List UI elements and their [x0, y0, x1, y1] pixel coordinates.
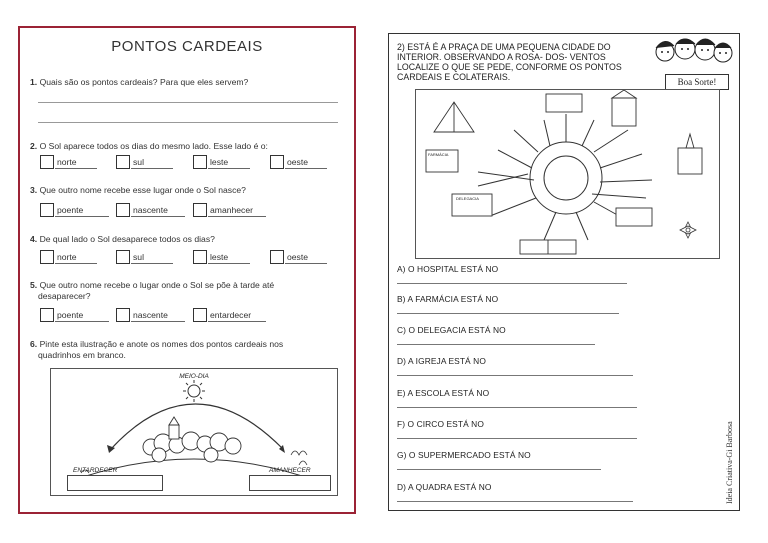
question-b: B) A FARMÁCIA ESTÁ NO: [397, 294, 499, 304]
checkbox[interactable]: [40, 250, 54, 264]
answer-line[interactable]: [397, 283, 627, 284]
sun-icon: [183, 380, 205, 402]
question-3: 3. Que outro nome recebe esse lugar onde o Sol nasce?: [30, 185, 246, 195]
option-nascente[interactable]: nascente: [116, 203, 185, 217]
option-sul[interactable]: sul: [116, 250, 173, 264]
checkbox[interactable]: [270, 155, 284, 169]
sun-path-illustration: [50, 368, 338, 496]
question-5: 5. Que outro nome recebe o lugar onde o Sol se põe à tarde até desaparecer?: [30, 280, 275, 301]
option-poente[interactable]: poente: [40, 203, 109, 217]
checkbox[interactable]: [193, 308, 207, 322]
label-entardecer: ENTARDECER: [73, 467, 118, 474]
question-f: F) O CIRCO ESTÁ NO: [397, 419, 484, 429]
question-text: Quais são os pontos cardeais? Para que eles servem?: [39, 77, 249, 87]
answer-box-east[interactable]: [249, 475, 331, 491]
checkbox[interactable]: [116, 155, 130, 169]
label-farmacia: FARMÁCIA: [428, 152, 449, 157]
compass-rose-icon: [680, 222, 696, 238]
question-e: E) A ESCOLA ESTÁ NO: [397, 388, 490, 398]
answer-line[interactable]: [38, 102, 338, 103]
kids-cartoon-icon: [651, 36, 737, 78]
option-sul[interactable]: sul: [116, 155, 173, 169]
option-leste[interactable]: leste: [193, 155, 250, 169]
answer-line[interactable]: [397, 407, 637, 408]
checkbox[interactable]: [193, 250, 207, 264]
answer-line[interactable]: [397, 313, 619, 314]
option-norte[interactable]: norte: [40, 155, 97, 169]
option-poente[interactable]: poente: [40, 308, 109, 322]
question-number: 1.: [30, 77, 38, 87]
checkbox[interactable]: [116, 203, 130, 217]
town-square-map: [415, 89, 720, 259]
answer-box-west[interactable]: [67, 475, 163, 491]
checkbox[interactable]: [40, 203, 54, 217]
school-icon: [612, 98, 636, 126]
question-4: 4. De qual lado o Sol desaparece todos os dias?: [30, 234, 215, 244]
church-icon: [678, 148, 702, 174]
checkbox[interactable]: [116, 308, 130, 322]
question-c: C) O DELEGACIA ESTÁ NO: [397, 325, 506, 335]
answer-line[interactable]: [397, 375, 633, 376]
option-entardecer[interactable]: entardecer: [193, 308, 266, 322]
question-g: G) O SUPERMERCADO ESTÁ NO: [397, 450, 531, 460]
question-2: 2. O Sol aparece todos os dias do mesmo lado. Esse lado é o:: [30, 141, 268, 151]
label-amanhecer: AMANHECER: [269, 467, 311, 474]
checkbox[interactable]: [40, 155, 54, 169]
option-norte[interactable]: norte: [40, 250, 97, 264]
right-worksheet: [388, 33, 740, 511]
option-oeste[interactable]: oeste: [270, 155, 327, 169]
question-d: D) A IGREJA ESTÁ NO: [397, 356, 486, 366]
author-credit: Ideia Criativa-Gi Barbosa: [725, 421, 734, 504]
checkbox[interactable]: [193, 203, 207, 217]
checkbox[interactable]: [40, 308, 54, 322]
checkbox[interactable]: [116, 250, 130, 264]
option-leste[interactable]: leste: [193, 250, 250, 264]
question-a: A) O HOSPITAL ESTÁ NO: [397, 264, 499, 274]
label-meio-dia: MEIO-DIA: [179, 373, 209, 380]
worksheet-title: PONTOS CARDEAIS: [111, 38, 263, 55]
town-square-drawing: [416, 90, 719, 258]
answer-line[interactable]: [38, 122, 338, 123]
answer-line[interactable]: [397, 344, 595, 345]
question-h: D) A QUADRA ESTÁ NO: [397, 482, 492, 492]
hospital-icon: [546, 94, 582, 112]
label-delegacia: DELEGACIA: [456, 196, 479, 201]
checkbox[interactable]: [193, 155, 207, 169]
supermarket-icon: [616, 208, 652, 226]
option-oeste[interactable]: oeste: [270, 250, 327, 264]
question-6: 6. Pinte esta ilustração e anote os nomes dos pontos cardeais nos quadrinhos em branco.: [30, 339, 284, 360]
checkbox[interactable]: [270, 250, 284, 264]
answer-line[interactable]: [397, 501, 633, 502]
good-luck-badge: Boa Sorte!: [665, 74, 729, 90]
trees-icon: [143, 417, 241, 462]
answer-line[interactable]: [397, 438, 637, 439]
left-worksheet: [18, 26, 356, 514]
option-amanhecer[interactable]: amanhecer: [193, 203, 266, 217]
question-1: [30, 77, 248, 88]
instructions-text: 2) ESTÁ É A PRAÇA DE UMA PEQUENA CIDADE DO INTERIOR. OBSERVANDO A ROSA- DOS- VENTOS LOCALIZE O QUE SE PEDE, CONFORME OS PONTOS CARDEAIS E COLATERAIS.: [397, 42, 622, 82]
answer-line[interactable]: [397, 469, 601, 470]
option-nascente[interactable]: nascente: [116, 308, 185, 322]
